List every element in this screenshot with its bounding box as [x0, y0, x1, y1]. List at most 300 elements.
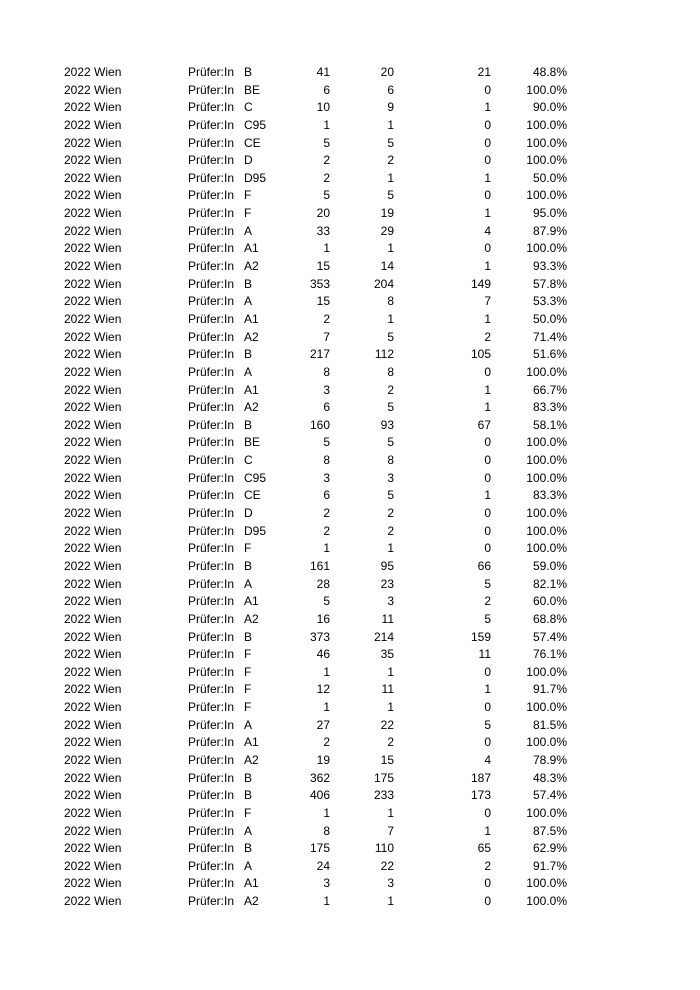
- table-row: [64, 470, 584, 488]
- cell-failed: 149: [470, 276, 491, 291]
- cell-year-city: 2022 Wien: [64, 647, 122, 662]
- cell-passed: 1: [387, 805, 394, 820]
- cell-pass-rate: 82.1%: [532, 576, 567, 591]
- cell-pass-rate: 91.7%: [532, 858, 567, 873]
- cell-role: Prüfer:In: [188, 752, 235, 767]
- cell-pass-rate: 50.0%: [532, 311, 567, 326]
- cell-failed: 0: [484, 153, 491, 168]
- cell-year-city: 2022 Wien: [64, 382, 122, 397]
- cell-total: 16: [316, 611, 330, 626]
- cell-passed: 5: [387, 329, 394, 344]
- cell-total: 161: [309, 558, 330, 573]
- cell-passed: 1: [387, 894, 394, 909]
- cell-pass-rate: 100.0%: [526, 117, 567, 132]
- cell-failed: 1: [484, 311, 491, 326]
- cell-failed: 1: [484, 682, 491, 697]
- cell-role: Prüfer:In: [188, 682, 235, 697]
- cell-license-class: B: [244, 841, 253, 856]
- cell-total: 3: [323, 876, 330, 891]
- cell-role: Prüfer:In: [188, 735, 235, 750]
- cell-pass-rate: 100.0%: [526, 188, 567, 203]
- cell-role: Prüfer:In: [188, 788, 235, 803]
- cell-year-city: 2022 Wien: [64, 364, 122, 379]
- table-row: [64, 258, 584, 276]
- table-row: [64, 346, 584, 364]
- cell-role: Prüfer:In: [188, 541, 235, 556]
- cell-role: Prüfer:In: [188, 558, 235, 573]
- table-row: [64, 452, 584, 470]
- cell-year-city: 2022 Wien: [64, 311, 122, 326]
- cell-year-city: 2022 Wien: [64, 135, 122, 150]
- table-row: [64, 64, 584, 82]
- cell-failed: 105: [470, 347, 491, 362]
- cell-passed: 20: [380, 65, 394, 79]
- cell-license-class: F: [244, 647, 252, 662]
- cell-license-class: F: [244, 700, 252, 715]
- cell-license-class: B: [244, 629, 253, 644]
- table-row: [64, 646, 584, 664]
- cell-license-class: A2: [244, 752, 259, 767]
- cell-role: Prüfer:In: [188, 82, 235, 97]
- cell-passed: 23: [380, 576, 394, 591]
- cell-failed: 66: [477, 558, 491, 573]
- cell-license-class: F: [244, 541, 252, 556]
- cell-passed: 233: [373, 788, 394, 803]
- table-row: [64, 576, 584, 594]
- cell-total: 2: [323, 523, 330, 538]
- cell-year-city: 2022 Wien: [64, 805, 122, 820]
- data-table: [64, 64, 584, 911]
- cell-total: 406: [309, 788, 330, 803]
- cell-pass-rate: 59.0%: [532, 558, 567, 573]
- cell-total: 46: [316, 647, 330, 662]
- cell-pass-rate: 90.0%: [532, 100, 567, 115]
- cell-total: 12: [316, 682, 330, 697]
- cell-failed: 1: [484, 382, 491, 397]
- cell-pass-rate: 83.3%: [532, 488, 567, 503]
- cell-passed: 11: [381, 682, 394, 697]
- cell-year-city: 2022 Wien: [64, 435, 122, 450]
- cell-year-city: 2022 Wien: [64, 611, 122, 626]
- cell-failed: 0: [484, 470, 491, 485]
- table-row: [64, 681, 584, 699]
- cell-role: Prüfer:In: [188, 453, 235, 468]
- cell-license-class: CE: [244, 488, 261, 503]
- table-row: [64, 276, 584, 294]
- cell-role: Prüfer:In: [188, 417, 235, 432]
- cell-passed: 5: [387, 135, 394, 150]
- cell-failed: 5: [484, 717, 491, 732]
- cell-failed: 0: [484, 894, 491, 909]
- cell-pass-rate: 100.0%: [526, 735, 567, 750]
- cell-license-class: B: [244, 65, 253, 79]
- cell-role: Prüfer:In: [188, 770, 235, 785]
- cell-pass-rate: 87.5%: [532, 823, 567, 838]
- cell-passed: 204: [373, 276, 394, 291]
- cell-passed: 8: [387, 453, 394, 468]
- table-row: [64, 734, 584, 752]
- cell-role: Prüfer:In: [188, 841, 235, 856]
- cell-license-class: A1: [244, 311, 259, 326]
- cell-year-city: 2022 Wien: [64, 470, 122, 485]
- cell-year-city: 2022 Wien: [64, 841, 122, 856]
- cell-role: Prüfer:In: [188, 506, 235, 521]
- cell-role: Prüfer:In: [188, 400, 235, 415]
- cell-passed: 5: [387, 435, 394, 450]
- cell-license-class: D: [244, 153, 253, 168]
- cell-pass-rate: 57.8%: [532, 276, 567, 291]
- cell-passed: 29: [380, 223, 394, 238]
- cell-failed: 4: [484, 752, 491, 767]
- cell-passed: 22: [380, 858, 394, 873]
- cell-role: Prüfer:In: [188, 611, 235, 626]
- cell-year-city: 2022 Wien: [64, 894, 122, 909]
- cell-license-class: A2: [244, 611, 259, 626]
- cell-total: 6: [323, 400, 330, 415]
- cell-license-class: A: [244, 364, 253, 379]
- cell-passed: 19: [380, 206, 394, 221]
- table-row: [64, 417, 584, 435]
- cell-role: Prüfer:In: [188, 170, 235, 185]
- cell-failed: 0: [484, 435, 491, 450]
- cell-role: Prüfer:In: [188, 100, 235, 115]
- cell-failed: 0: [484, 453, 491, 468]
- cell-year-city: 2022 Wien: [64, 276, 122, 291]
- cell-license-class: A1: [244, 594, 259, 609]
- cell-total: 1: [323, 241, 330, 256]
- cell-failed: 173: [470, 788, 491, 803]
- cell-role: Prüfer:In: [188, 858, 235, 873]
- cell-passed: 2: [387, 506, 394, 521]
- cell-role: Prüfer:In: [188, 594, 235, 609]
- cell-pass-rate: 62.9%: [532, 841, 567, 856]
- cell-failed: 0: [484, 523, 491, 538]
- cell-role: Prüfer:In: [188, 700, 235, 715]
- cell-role: Prüfer:In: [188, 435, 235, 450]
- cell-passed: 3: [387, 876, 394, 891]
- cell-license-class: A: [244, 858, 253, 873]
- cell-pass-rate: 100.0%: [526, 241, 567, 256]
- cell-pass-rate: 57.4%: [532, 788, 567, 803]
- cell-passed: 9: [387, 100, 394, 115]
- cell-year-city: 2022 Wien: [64, 717, 122, 732]
- cell-year-city: 2022 Wien: [64, 170, 122, 185]
- cell-year-city: 2022 Wien: [64, 735, 122, 750]
- cell-total: 8: [323, 364, 330, 379]
- cell-license-class: C: [244, 100, 253, 115]
- cell-total: 28: [316, 576, 330, 591]
- cell-pass-rate: 50.0%: [532, 170, 567, 185]
- table-row: [64, 523, 584, 541]
- cell-passed: 5: [387, 488, 394, 503]
- cell-license-class: C95: [244, 117, 267, 132]
- table-row: [64, 223, 584, 241]
- cell-pass-rate: 91.7%: [532, 682, 567, 697]
- table-row: [64, 82, 584, 100]
- cell-year-city: 2022 Wien: [64, 453, 122, 468]
- cell-year-city: 2022 Wien: [64, 558, 122, 573]
- cell-passed: 214: [373, 629, 394, 644]
- table-row: [64, 434, 584, 452]
- cell-license-class: D: [244, 506, 253, 521]
- cell-pass-rate: 100.0%: [526, 541, 567, 556]
- cell-total: 33: [316, 223, 330, 238]
- cell-total: 5: [323, 594, 330, 609]
- cell-passed: 110: [374, 841, 394, 856]
- table-row: [64, 823, 584, 841]
- cell-year-city: 2022 Wien: [64, 488, 122, 503]
- cell-year-city: 2022 Wien: [64, 223, 122, 238]
- cell-license-class: BE: [244, 435, 261, 450]
- cell-license-class: F: [244, 682, 252, 697]
- cell-year-city: 2022 Wien: [64, 153, 122, 168]
- cell-total: 6: [323, 488, 330, 503]
- cell-role: Prüfer:In: [188, 347, 235, 362]
- table-row: [64, 787, 584, 805]
- cell-year-city: 2022 Wien: [64, 329, 122, 344]
- cell-license-class: A: [244, 823, 253, 838]
- cell-license-class: A2: [244, 259, 259, 274]
- cell-year-city: 2022 Wien: [64, 523, 122, 538]
- cell-passed: 3: [387, 594, 394, 609]
- cell-pass-rate: 100.0%: [526, 506, 567, 521]
- cell-total: 1: [323, 541, 330, 556]
- cell-failed: 187: [470, 770, 491, 785]
- cell-failed: 21: [477, 65, 491, 79]
- cell-passed: 8: [387, 364, 394, 379]
- cell-total: 20: [316, 206, 330, 221]
- cell-failed: 1: [484, 170, 491, 185]
- cell-year-city: 2022 Wien: [64, 770, 122, 785]
- table-row: [64, 540, 584, 558]
- cell-role: Prüfer:In: [188, 241, 235, 256]
- cell-role: Prüfer:In: [188, 65, 235, 79]
- table-row: [64, 99, 584, 117]
- cell-license-class: B: [244, 417, 253, 432]
- cell-total: 2: [323, 506, 330, 521]
- cell-total: 19: [316, 752, 330, 767]
- cell-passed: 7: [387, 823, 394, 838]
- cell-license-class: F: [244, 206, 252, 221]
- cell-failed: 0: [484, 700, 491, 715]
- cell-license-class: F: [244, 664, 252, 679]
- cell-failed: 7: [484, 294, 491, 309]
- cell-pass-rate: 51.6%: [532, 347, 567, 362]
- cell-year-city: 2022 Wien: [64, 188, 122, 203]
- table-row: [64, 611, 584, 629]
- cell-failed: 0: [484, 117, 491, 132]
- cell-role: Prüfer:In: [188, 664, 235, 679]
- cell-total: 5: [323, 188, 330, 203]
- cell-total: 5: [323, 135, 330, 150]
- cell-role: Prüfer:In: [188, 488, 235, 503]
- cell-passed: 14: [380, 259, 394, 274]
- table-row: [64, 364, 584, 382]
- cell-failed: 1: [484, 400, 491, 415]
- cell-total: 217: [309, 347, 330, 362]
- cell-pass-rate: 81.5%: [532, 717, 567, 732]
- cell-role: Prüfer:In: [188, 135, 235, 150]
- cell-role: Prüfer:In: [188, 294, 235, 309]
- cell-role: Prüfer:In: [188, 523, 235, 538]
- cell-passed: 1: [387, 117, 394, 132]
- cell-license-class: D95: [244, 523, 267, 538]
- cell-passed: 11: [381, 611, 394, 626]
- table-row: [64, 240, 584, 258]
- cell-role: Prüfer:In: [188, 894, 235, 909]
- cell-failed: 0: [484, 735, 491, 750]
- cell-failed: 0: [484, 364, 491, 379]
- cell-year-city: 2022 Wien: [64, 594, 122, 609]
- cell-pass-rate: 100.0%: [526, 453, 567, 468]
- cell-passed: 1: [387, 241, 394, 256]
- table-row: [64, 875, 584, 893]
- cell-total: 24: [316, 858, 330, 873]
- cell-total: 160: [309, 417, 330, 432]
- cell-license-class: F: [244, 805, 252, 820]
- cell-license-class: B: [244, 788, 253, 803]
- cell-passed: 3: [387, 470, 394, 485]
- cell-role: Prüfer:In: [188, 153, 235, 168]
- cell-pass-rate: 100.0%: [526, 894, 567, 909]
- cell-total: 1: [323, 664, 330, 679]
- table-row: [64, 717, 584, 735]
- cell-failed: 159: [470, 629, 491, 644]
- cell-license-class: A2: [244, 329, 259, 344]
- cell-failed: 1: [484, 259, 491, 274]
- cell-total: 3: [323, 470, 330, 485]
- cell-total: 1: [323, 805, 330, 820]
- cell-role: Prüfer:In: [188, 805, 235, 820]
- cell-role: Prüfer:In: [188, 259, 235, 274]
- cell-year-city: 2022 Wien: [64, 347, 122, 362]
- cell-role: Prüfer:In: [188, 717, 235, 732]
- cell-total: 15: [316, 294, 330, 309]
- cell-license-class: A: [244, 294, 253, 309]
- table-row: [64, 664, 584, 682]
- cell-total: 10: [316, 100, 330, 115]
- cell-total: 15: [316, 259, 330, 274]
- cell-year-city: 2022 Wien: [64, 417, 122, 432]
- cell-failed: 0: [484, 188, 491, 203]
- cell-pass-rate: 100.0%: [526, 135, 567, 150]
- cell-license-class: BE: [244, 82, 261, 97]
- cell-year-city: 2022 Wien: [64, 682, 122, 697]
- cell-year-city: 2022 Wien: [64, 100, 122, 115]
- cell-pass-rate: 100.0%: [526, 700, 567, 715]
- table-row: [64, 558, 584, 576]
- table-row: [64, 135, 584, 153]
- cell-passed: 2: [387, 735, 394, 750]
- cell-role: Prüfer:In: [188, 223, 235, 238]
- cell-pass-rate: 100.0%: [526, 876, 567, 891]
- cell-total: 6: [323, 82, 330, 97]
- cell-role: Prüfer:In: [188, 576, 235, 591]
- cell-pass-rate: 100.0%: [526, 82, 567, 97]
- cell-total: 362: [309, 770, 330, 785]
- cell-passed: 2: [387, 153, 394, 168]
- cell-pass-rate: 100.0%: [526, 523, 567, 538]
- cell-license-class: D95: [244, 170, 267, 185]
- cell-pass-rate: 100.0%: [526, 805, 567, 820]
- cell-role: Prüfer:In: [188, 470, 235, 485]
- cell-failed: 0: [484, 241, 491, 256]
- cell-pass-rate: 48.8%: [532, 65, 567, 79]
- cell-failed: 2: [484, 329, 491, 344]
- cell-role: Prüfer:In: [188, 329, 235, 344]
- cell-pass-rate: 100.0%: [526, 664, 567, 679]
- table-row: [64, 152, 584, 170]
- cell-pass-rate: 58.1%: [532, 417, 567, 432]
- table-row: [64, 311, 584, 329]
- table-row: [64, 117, 584, 135]
- cell-role: Prüfer:In: [188, 364, 235, 379]
- table-row: [64, 699, 584, 717]
- cell-pass-rate: 66.7%: [532, 382, 567, 397]
- cell-failed: 0: [484, 541, 491, 556]
- cell-total: 8: [323, 453, 330, 468]
- cell-pass-rate: 68.8%: [532, 611, 567, 626]
- cell-failed: 11: [478, 647, 491, 662]
- cell-pass-rate: 100.0%: [526, 153, 567, 168]
- cell-license-class: B: [244, 558, 253, 573]
- table-row: [64, 187, 584, 205]
- cell-pass-rate: 95.0%: [532, 206, 567, 221]
- cell-year-city: 2022 Wien: [64, 206, 122, 221]
- cell-license-class: A: [244, 717, 253, 732]
- cell-role: Prüfer:In: [188, 117, 235, 132]
- cell-license-class: A1: [244, 876, 259, 891]
- cell-license-class: A1: [244, 382, 259, 397]
- cell-failed: 4: [484, 223, 491, 238]
- cell-total: 5: [323, 435, 330, 450]
- cell-passed: 6: [387, 82, 394, 97]
- cell-total: 2: [323, 311, 330, 326]
- cell-failed: 0: [484, 876, 491, 891]
- cell-pass-rate: 60.0%: [532, 594, 567, 609]
- cell-total: 2: [323, 170, 330, 185]
- cell-year-city: 2022 Wien: [64, 876, 122, 891]
- cell-pass-rate: 53.3%: [532, 294, 567, 309]
- cell-passed: 22: [380, 717, 394, 732]
- cell-total: 2: [323, 153, 330, 168]
- cell-passed: 5: [387, 400, 394, 415]
- cell-total: 353: [309, 276, 330, 291]
- cell-year-city: 2022 Wien: [64, 823, 122, 838]
- cell-pass-rate: 78.9%: [532, 752, 567, 767]
- cell-license-class: B: [244, 347, 253, 362]
- cell-total: 373: [309, 629, 330, 644]
- cell-year-city: 2022 Wien: [64, 82, 122, 97]
- cell-license-class: A1: [244, 735, 259, 750]
- cell-year-city: 2022 Wien: [64, 664, 122, 679]
- cell-license-class: C: [244, 453, 253, 468]
- cell-total: 2: [323, 735, 330, 750]
- table-row: [64, 593, 584, 611]
- cell-license-class: A: [244, 223, 253, 238]
- cell-passed: 1: [387, 664, 394, 679]
- cell-pass-rate: 100.0%: [526, 364, 567, 379]
- cell-license-class: B: [244, 770, 253, 785]
- cell-failed: 2: [484, 594, 491, 609]
- cell-role: Prüfer:In: [188, 823, 235, 838]
- cell-passed: 15: [380, 752, 394, 767]
- table-row: [64, 840, 584, 858]
- cell-year-city: 2022 Wien: [64, 629, 122, 644]
- table-row: [64, 329, 584, 347]
- table-row: [64, 629, 584, 647]
- cell-failed: 65: [477, 841, 491, 856]
